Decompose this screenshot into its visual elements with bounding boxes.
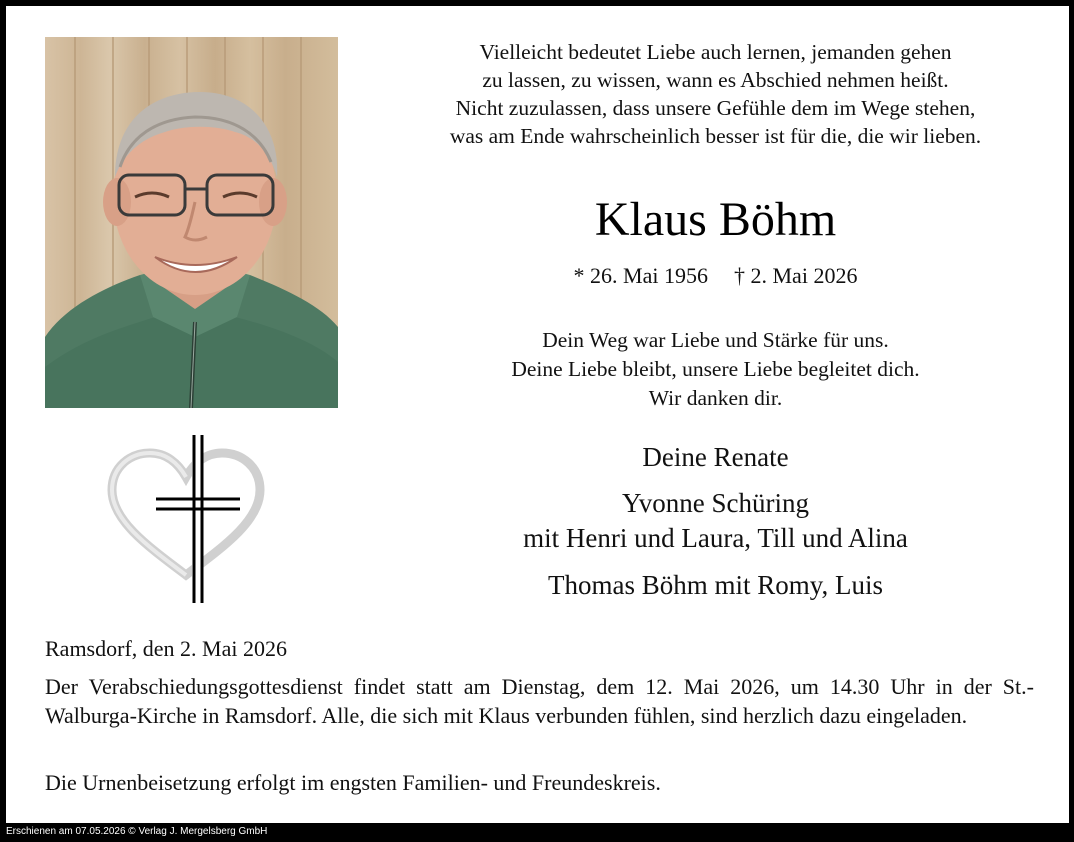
- publication-footer: Erschienen am 07.05.2026 © Verlag J. Mergelsberg GmbH: [6, 826, 268, 837]
- poem-line: Nicht zuzulassen, dass unsere Gefühle dem im Wege stehen,: [455, 96, 976, 120]
- urn-burial-note: Die Urnenbeisetzung erfolgt im engsten Familien- und Freundeskreis.: [45, 770, 661, 795]
- poem: [358, 38, 1069, 150]
- farewell-line: Dein Weg war Liebe und Stärke für uns.: [542, 328, 889, 352]
- deceased-name: Klaus Böhm: [594, 193, 837, 246]
- mourners: [358, 440, 1069, 603]
- farewell-line: Wir danken dir.: [648, 386, 783, 410]
- place-and-date: Ramsdorf, den 2. Mai 2026: [45, 636, 287, 661]
- life-dates: [358, 262, 1069, 290]
- service-announcement: Der Verabschiedungsgottesdienst findet statt am Dienstag, dem 12. Mai 2026, um 14.30 Uhr in der St.-Walburga-Kirche in Ramsdorf. Alle, die sich mit Klaus verbunden fühlen, sind herzlich dazu eingeladen.: [45, 674, 1034, 728]
- poem-line: was am Ende wahrscheinlich besser ist für die, die wir lieben.: [449, 124, 982, 148]
- mourner-daughter: Yvonne Schüring: [621, 488, 810, 518]
- poem-line: zu lassen, zu wissen, wann es Abschied nehmen heißt.: [482, 68, 949, 92]
- farewell-words: [358, 326, 1069, 413]
- poem-line: Vielleicht bedeutet Liebe auch lernen, jemanden gehen: [479, 40, 952, 64]
- portrait-photo: [45, 37, 338, 408]
- memorial-symbol: [106, 435, 266, 610]
- mourner-grandchildren: mit Henri und Laura, Till und Alina: [523, 523, 908, 553]
- mourner-son: Thomas Böhm mit Romy, Luis: [547, 570, 883, 600]
- mourner-spouse: Deine Renate: [642, 442, 789, 472]
- death-date: † 2. Mai 2026: [734, 263, 858, 288]
- farewell-line: Deine Liebe bleibt, unsere Liebe begleitet dich.: [511, 357, 920, 381]
- obituary-notice: [6, 6, 1069, 823]
- birth-date: * 26. Mai 1956: [573, 263, 708, 288]
